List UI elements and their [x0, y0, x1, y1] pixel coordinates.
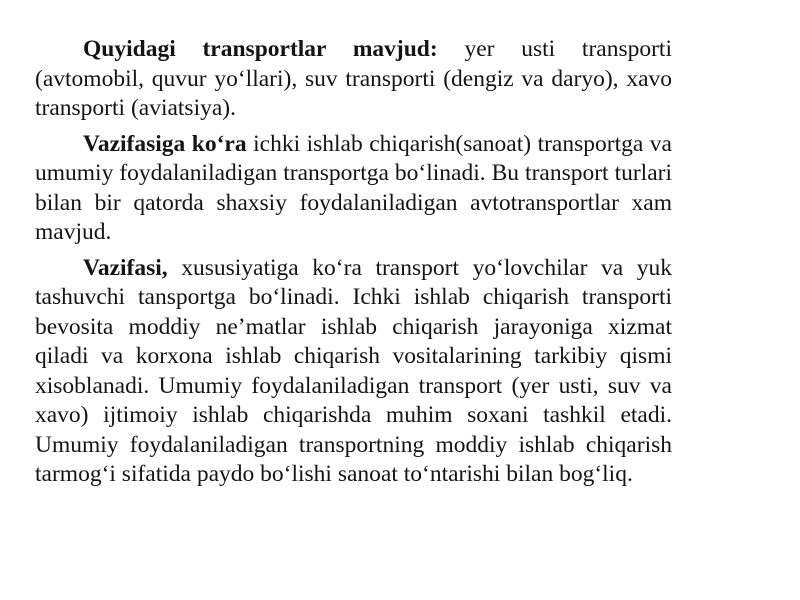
document-body — [35, 35, 672, 496]
paragraph-transport-types — [35, 35, 672, 124]
paragraph-by-purpose — [35, 130, 672, 248]
paragraph-text: yer usti transporti (avtomobil, quvur yo‘llari), suv transporti (dengiz va daryo), xavo transporti (aviatsiya). — [35, 36, 672, 121]
paragraph-lead: Quyidagi transportlar mavjud: — [83, 36, 438, 62]
paragraph-by-function — [35, 254, 672, 490]
paragraph-text: xususiyatiga ko‘ra transport yo‘lovchilar va yuk tashuvchi tansportga bo‘linadi. Ichki ishlab chiqarish transporti bevosita moddiy ne’matlar ishlab chiqarish jarayoniga xizmat qiladi va korxona ishlab chiqarish vositalarining tarkibiy qismi xisoblanadi. Umumiy foydalaniladigan transport (yer usti, suv va xavo) ijtimoiy ishlab chiqarishda muhim soxani tashkil etadi. Umumiy foydalaniladigan transportning moddiy ishlab chiqarish tarmog‘i sifatida paydo bo‘lishi sanoat to‘ntarishi bilan bog‘liq. — [35, 254, 672, 487]
paragraph-text: ichki ishlab chiqarish(sanoat) transportga va umumiy foydalaniladigan transportga bo‘linadi. Bu transport turlari bilan bir qatorda shaxsiy foydalaniladigan avtotransportlar xam mavjud. — [35, 130, 672, 245]
paragraph-lead: Vazifasiga ko‘ra — [83, 130, 247, 157]
paragraph-lead: Vazifasi, — [83, 254, 168, 281]
